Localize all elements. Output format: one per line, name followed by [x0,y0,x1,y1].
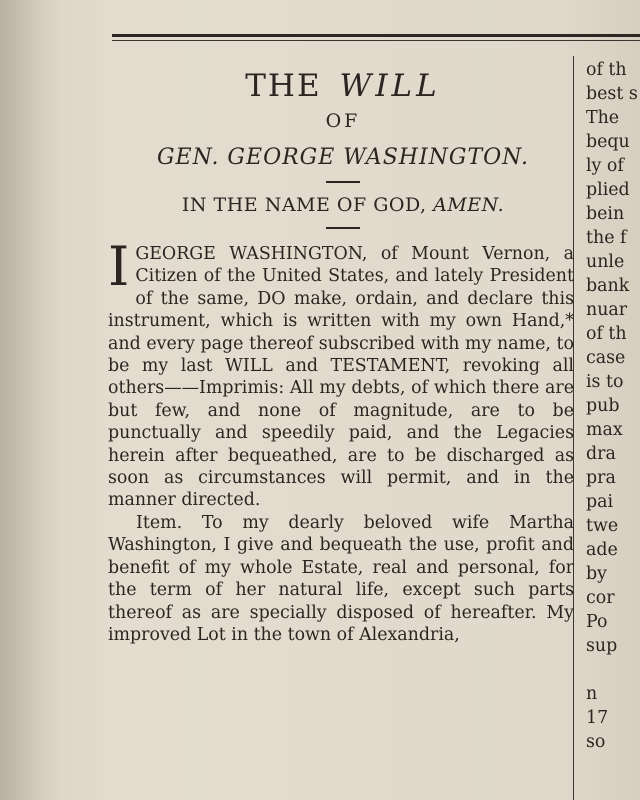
right-column-line: by [586,564,607,584]
right-column-line: pai [586,492,614,512]
right-column-line: best s [586,84,638,104]
invocation-amen: AMEN. [433,194,505,216]
separator-dash-2 [326,227,360,229]
right-column-line: bank [586,276,630,296]
right-column-line: pub [586,396,620,416]
drop-cap: I [108,235,130,298]
right-column-line: so [586,732,606,752]
invocation-line [108,192,578,218]
right-column-line: The [586,108,620,128]
top-rule-thin [112,40,640,41]
right-column-line: max [586,420,623,440]
right-column-line: dra [586,444,616,464]
right-column-line: nuar [586,300,628,320]
article-subject: GEN. GEORGE WASHINGTON. [156,145,530,170]
right-column-line: pra [586,468,616,488]
right-column-line: of th [586,60,627,80]
main-column [108,58,578,646]
article-title [108,66,578,106]
paragraph-1 [108,235,574,512]
paragraph-2: Item. To my dearly beloved wife Martha Washington, I give and bequeath the use, profit and benefit of my whole Estate, real and personal, for the term of her natural life, except such parts thereof as are specially disposed of hereafter. My improved Lot in the town of Alexandria, [108,512,574,645]
right-column-line: ade [586,540,618,560]
right-column-line: Po [586,612,608,632]
right-column-line: case [586,348,626,368]
right-column-line: 17 [586,708,609,728]
right-column-line [586,658,640,682]
right-column-line: bequ [586,132,630,152]
separator-dash [326,181,360,183]
right-column-line: bein [586,204,625,224]
adjacent-column-fragment [586,58,640,754]
invocation-main: IN THE NAME OF GOD, [181,194,427,216]
right-column-line: unle [586,252,625,272]
right-column-line: ly of [586,156,624,176]
right-column-line: plied [586,180,630,200]
right-column-line: n [586,684,598,704]
top-rule [112,34,640,37]
right-column-line: cor [586,588,615,608]
right-column-line: of th [586,324,627,344]
right-column-line: sup [586,636,618,656]
right-column-line: the f [586,228,627,248]
paragraph-1-text: GEORGE WASHINGTON, of Mount Vernon, a Citizen of the United States, and lately President of the same, DO make, ordain, and declare this instrument, which is written with my own Hand,* and every page thereof subscribed with my name, to be my last WILL and TESTAMENT, revoking all others——Imprimis: All my debts, of which there are but few, and none of magnitude, are to be punctually and speedily paid, and the Legacies herein after bequeathed, are to be discharged as soon as circumstances will permit, and in the manner directed. [108,244,574,511]
title-the: THE [245,68,322,104]
title-of: OF [325,110,361,132]
will-body [108,235,578,646]
right-column-line: twe [586,516,619,536]
title-will: WILL [339,68,441,104]
right-column-line: is to [586,372,624,392]
page-fold-shadow [0,0,60,800]
